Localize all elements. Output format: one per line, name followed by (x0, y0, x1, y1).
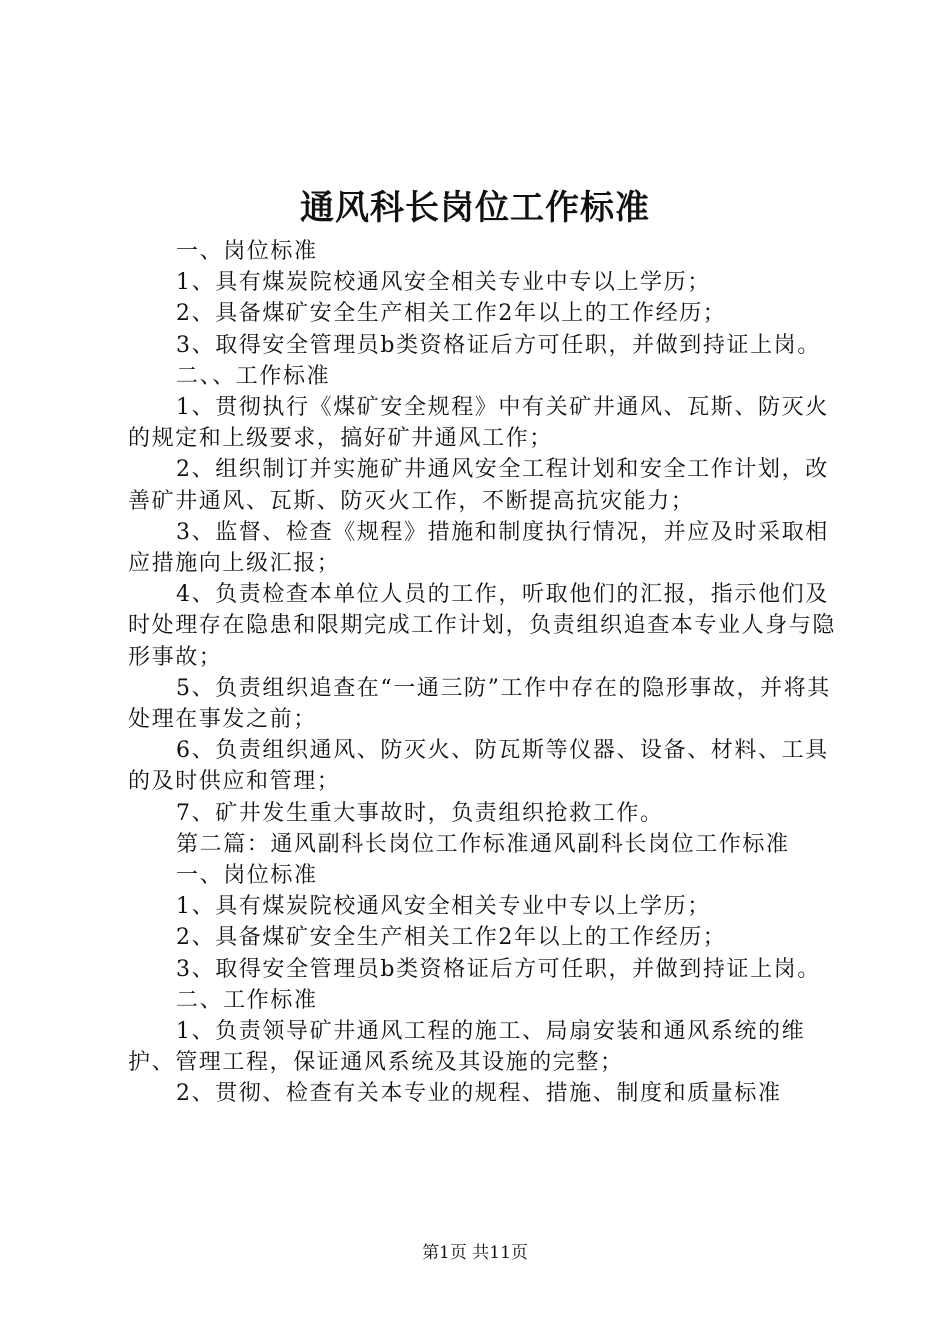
paragraph: 一、岗位标准 (176, 863, 318, 889)
page-footer: 第1页 共11页 (422, 1243, 528, 1263)
paragraph: 2、具备煤矿安全生产相关工作2年以上的工作经历； (176, 925, 727, 951)
paragraph: 1、贯彻执行《煤矿安全规程》中有关矿井通风、瓦斯、防灭火的规定和上级要求，搞好矿井通风工作； (128, 395, 829, 452)
document-body (128, 236, 840, 1110)
paragraph: 1、具有煤炭院校通风安全相关专业中专以上学历； (176, 270, 711, 296)
paragraph: 二、工作标准 (176, 987, 318, 1013)
paragraph: 1、负责领导矿井通风工程的施工、局扇安装和通风系统的维护、管理工程，保证通风系统及其设施的完整； (128, 1019, 806, 1076)
paragraph: 5、负责组织追查在“一通三防”工作中存在的隐形事故，并将其处理在事发之前； (128, 675, 831, 733)
paragraph: 2、具备煤矿安全生产相关工作2年以上的工作经历； (176, 301, 727, 327)
paragraph: 1、具有煤炭院校通风安全相关专业中专以上学历； (176, 894, 711, 920)
paragraph: 4、负责检查本单位人员的工作，听取他们的汇报，指示他们及时处理存在隐患和限期完成工作计划，负责组织追查本专业人身与隐形事故； (128, 582, 837, 670)
paragraph: 一、岗位标准 (176, 239, 318, 264)
paragraph: 2、组织制订并实施矿井通风安全工程计划和安全工作计划，改善矿井通风、瓦斯、防灭火工作，不断提高抗灾能力； (128, 457, 829, 514)
paragraph: 6、负责组织通风、防灭火、防瓦斯等仪器、设备、材料、工具的及时供应和管理； (128, 738, 829, 795)
paragraph: 3、取得安全管理员b类资格证后方可任职，并做到持证上岗。 (176, 332, 821, 358)
paragraph: 3、取得安全管理员b类资格证后方可任职，并做到持证上岗。 (176, 956, 821, 982)
paragraph: 7、矿井发生重大事故时，负责组织抢救工作。 (176, 800, 664, 826)
document-title: 通风科长岗位工作标准 (300, 188, 650, 228)
paragraph: 2、贯彻、检查有关本专业的规程、措施、制度和质量标准 (176, 1081, 782, 1107)
paragraph: 3、监督、检查《规程》措施和制度执行情况，并应及时采取相应措施向上级汇报； (128, 519, 829, 577)
section-heading: 第二篇：通风副科长岗位工作标准通风副科长岗位工作标准 (176, 831, 790, 857)
paragraph: 二、、工作标准 (176, 363, 331, 389)
